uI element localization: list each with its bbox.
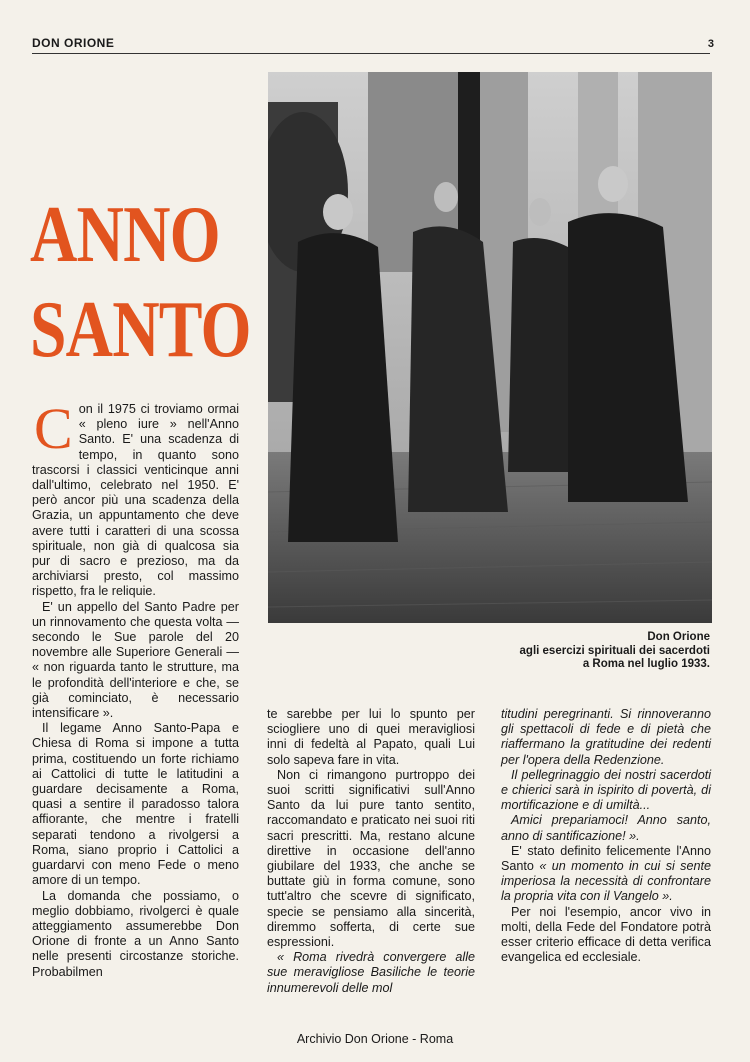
text-column-2 xyxy=(267,707,475,996)
paragraph-1: Con il 1975 ci troviamo ormai « pleno iure » nell'Anno Santo. E' una scadenza di tempo, in quanto sono trascorsi i classici venticinque anni dall'ultimo, celebrato nel 1950. E' però ancor più una scadenza della Grazia, un appuntamento che deve avere tutti i caratteri di una scossa spirituale, non già di qualcosa sia pur di sacro e prezioso, ma da archiviarsi presto, col massimo rispetto, fra le reliquie. xyxy=(32,396,239,599)
text-column-1 xyxy=(32,396,239,980)
quote-1-end: titudini peregrinanti. Si rinnoveranno gli spettacoli di fede e di pietà che riaffermano la gratitudine dei redenti per l'opera della Redenzione. xyxy=(501,707,711,767)
paragraph-2: E' un appello del Santo Padre per un rinnovamento che questa volta — secondo le Sue parole del 20 novembre alle Superiore Generali — « non riguarda tanto le strutture, ma le profondità dell'interiore e che, se già cominciato, è necessario intensificare ». xyxy=(32,599,239,721)
archive-footer: Archivio Don Orione - Roma xyxy=(296,1032,454,1046)
running-header: DON ORIONE xyxy=(32,36,115,50)
title-line-2: SANTO xyxy=(30,286,251,374)
text-column-3 xyxy=(501,707,711,965)
paragraph-5: Non ci rimangono purtroppo dei suoi scritti significativi sull'Anno Santo da lui pure tanto sentito, raccomandato e praticato nei suoi riti sacri prescritti. Ma, restano alcune direttive in occasione dell'anno giubilare del 1933, che anche se buttate giù in forma comune, sono tutt'altro che scevre di significato, specie se pensiamo alla sincerità, diremmo sofferta, di certe sue espressioni. xyxy=(267,767,475,950)
photo-illustration xyxy=(268,72,712,623)
paragraph-6: E' stato definito felicemente l'Anno Santo « un momento in cui si sente imperiosa la necessità di confrontare la propria vita con il Vangelo ». xyxy=(501,843,711,904)
article-title xyxy=(30,188,251,378)
procession-photo xyxy=(268,72,712,623)
quote-2: Il pellegrinaggio dei nostri sacerdoti e chierici sarà in ispirito di povertà, di mortificazione e di umiltà... xyxy=(501,767,711,813)
title-line-1: ANNO xyxy=(30,191,220,279)
photo-caption xyxy=(450,631,710,672)
paragraph-7: Per noi l'esempio, ancor vivo in molti, della Fede del Fondatore potrà esser criterio efficace di detta verifica evangelica ed ecclesiale. xyxy=(501,904,711,965)
drop-cap: C xyxy=(34,396,73,461)
paragraph-4-start: La domanda che possiamo, o meglio dobbiamo, rivolgerci è quale atteggiamento assumerebbe Don Orione di fronte a un Anno Santo nelle presenti circostanze storiche. Probabilmen xyxy=(32,888,239,979)
caption-line-1: Don Orione xyxy=(647,631,710,643)
caption-line-2: agli esercizi spirituali dei sacerdoti xyxy=(519,644,710,657)
quote-3: Amici prepariamoci! Anno santo, anno di santificazione! ». xyxy=(501,813,711,843)
caption-line-3: a Roma nel luglio 1933. xyxy=(582,658,710,670)
paragraph-3: Il legame Anno Santo-Papa e Chiesa di Roma si impone a tutta prima, costituendo un forte richiamo ai Cattolici di tutte le latitudini a guardare decisamente a Roma, quasi a sentire il paradosso talora affiorante, che mentre i fratelli separati tendono a rivolgersi a Roma, siano proprio i Cattolici a guardarvi con meno Fede o meno amore di un tempo. xyxy=(32,721,239,888)
quote-1-start: « Roma rivedrà convergere alle sue meravigliose Basiliche le teorie innumerevoli delle mol xyxy=(267,950,475,995)
paragraph-4-end: te sarebbe per lui lo spunto per sciogliere uno di quei meravigliosi inni di fedeltà al Papato, quali Lui solo sapeva fare in vita. xyxy=(267,707,475,767)
page-number: 3 xyxy=(707,38,714,50)
header-rule xyxy=(32,53,710,54)
